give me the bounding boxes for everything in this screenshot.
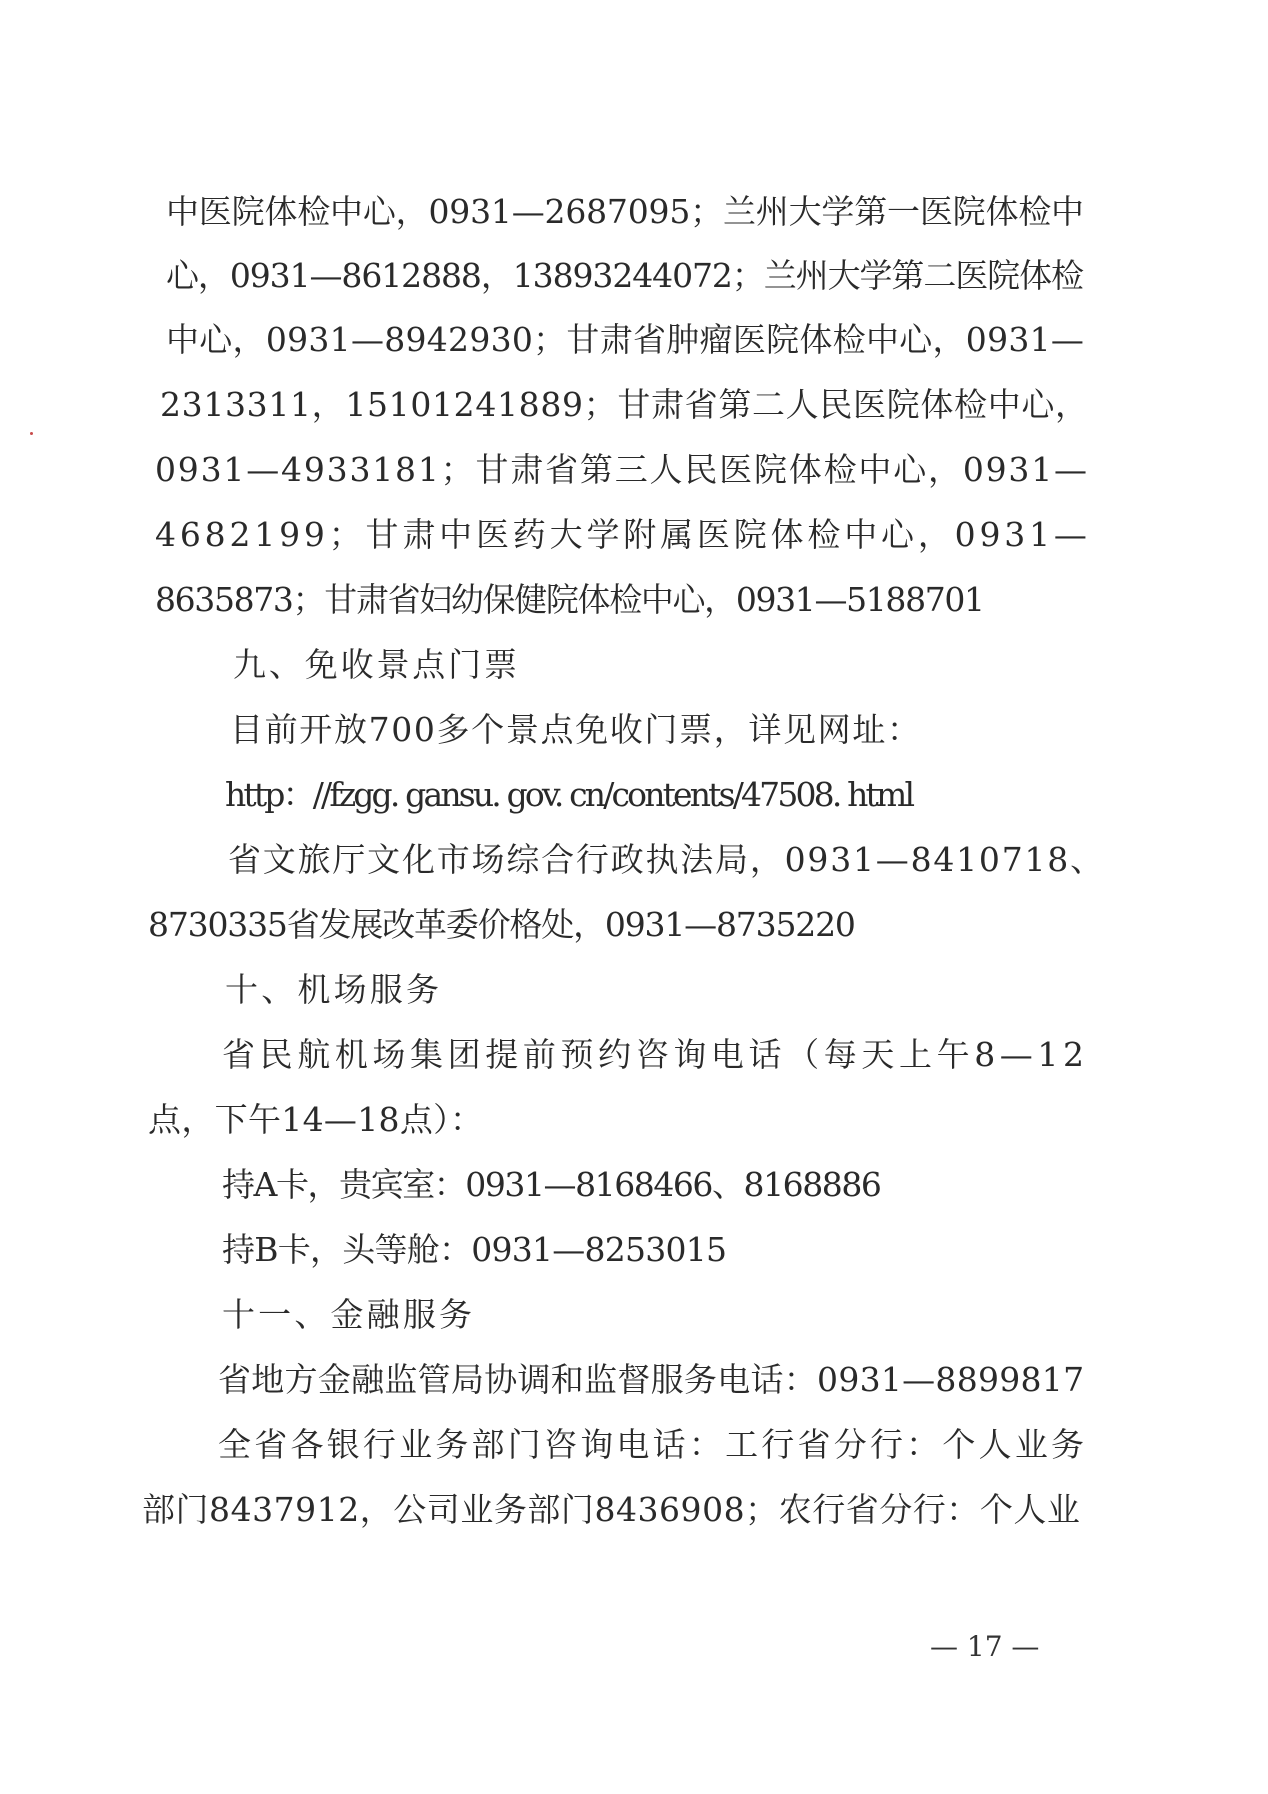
text-line-content: 持B卡，头等舱：0931—8253015 xyxy=(222,1230,727,1269)
text-line-content: 十、机场服务 xyxy=(225,970,443,1009)
text-line xyxy=(0,1087,1268,1153)
text-line-content: 十一、金融服务 xyxy=(222,1295,476,1334)
text-line-content: 8730335省发展改革委价格处，0931—8735220 xyxy=(148,905,855,944)
text-line xyxy=(0,827,1268,893)
text-line-content: 省文旅厅文化市场综合行政执法局，0931—8410718、 xyxy=(228,840,1105,879)
text-line xyxy=(0,1022,1268,1088)
text-line xyxy=(0,1412,1268,1478)
text-line xyxy=(0,372,1268,438)
text-line-content: 中医院体检中心，0931—2687095；兰州大学第一医院体检中 xyxy=(166,192,1084,231)
text-line-content: 心，0931—8612888，13893244072；兰州大学第二医院体检 xyxy=(166,256,1083,295)
text-line-content: http：//fzgg. gansu. gov. cn/contents/47508. html xyxy=(225,775,913,814)
text-line-content: 点，下午14—18点）： xyxy=(148,1100,484,1139)
text-line xyxy=(0,762,1268,828)
text-line xyxy=(0,1282,1268,1348)
text-line xyxy=(0,502,1268,568)
text-line xyxy=(0,632,1268,698)
text-line xyxy=(0,957,1268,1023)
text-line-content: 8635873；甘肃省妇幼保健院体检中心，0931—5188701 xyxy=(155,580,984,619)
text-line-content: 持A卡，贵宾室：0931—8168466、8168886 xyxy=(222,1165,881,1204)
text-line xyxy=(0,1152,1268,1218)
text-line-content: 2313311，15101241889；甘肃省第二人民医院体检中心， xyxy=(160,385,1089,424)
text-line xyxy=(0,567,1268,633)
text-line xyxy=(0,307,1268,373)
text-line-content: 省地方金融监管局协调和监督服务电话：0931—8899817 xyxy=(218,1360,1085,1399)
text-line-content: 全省各银行业务部门咨询电话：工行省分行：个人业务 xyxy=(218,1425,1088,1464)
text-line-content: 目前开放700多个景点免收门票，详见网址： xyxy=(230,710,922,749)
text-line xyxy=(0,437,1268,503)
text-line-content: 部门8437912，公司业务部门8436908；农行省分行：个人业 xyxy=(142,1490,1081,1529)
text-line xyxy=(0,243,1268,309)
page-number: — 17 — xyxy=(930,1630,1040,1663)
text-line xyxy=(0,179,1268,245)
text-line xyxy=(0,697,1268,763)
text-line-content: 4682199；甘肃中医药大学附属医院体检中心，0931— xyxy=(155,515,1091,554)
text-line-content: 省民航机场集团提前预约咨询电话（每天上午8—12 xyxy=(222,1035,1089,1074)
text-line xyxy=(0,892,1268,958)
text-line-content: 九、免收景点门票 xyxy=(233,645,520,684)
text-line-content: 0931—4933181；甘肃省第三人民医院体检中心，0931— xyxy=(155,450,1089,489)
text-line-content: 中心，0931—8942930；甘肃省肿瘤医院体检中心，0931— xyxy=(166,320,1085,359)
text-line xyxy=(0,1217,1268,1283)
text-line xyxy=(0,1347,1268,1413)
text-line xyxy=(0,1477,1268,1543)
